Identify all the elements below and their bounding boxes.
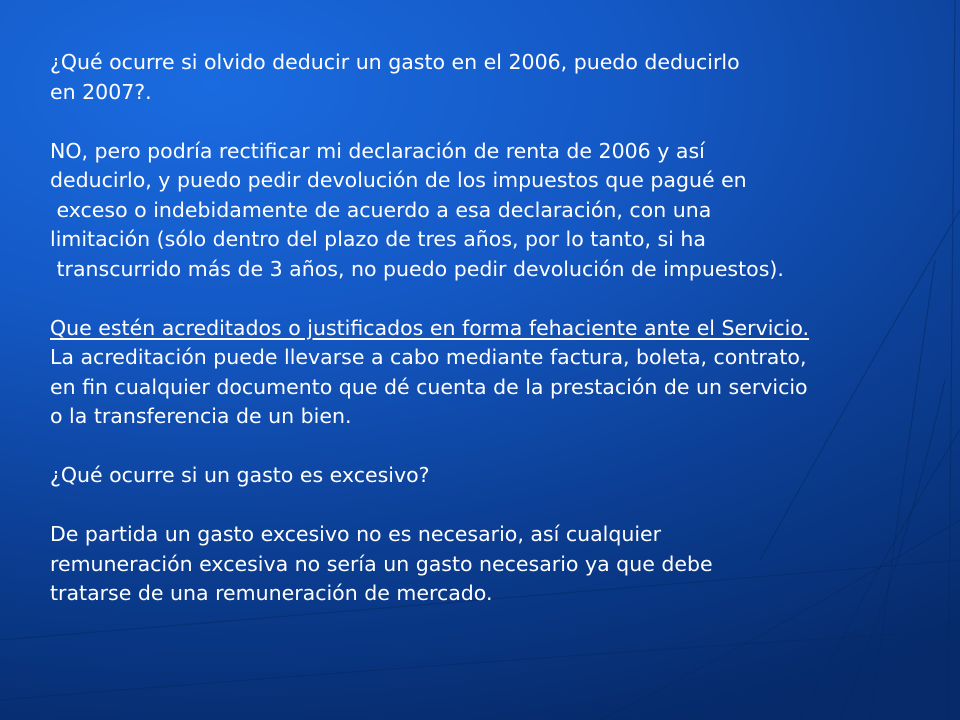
text-line: exceso o indebidamente de acuerdo a esa declaración, con una (50, 197, 712, 222)
answer-2 (50, 520, 950, 609)
text-line: limitación (sólo dentro del plazo de tres años, por lo tanto, si ha (50, 227, 706, 251)
question-2 (50, 461, 950, 491)
slide-text (50, 48, 950, 609)
text-line: ¿Qué ocurre si olvido deducir un gasto en el 2006, puedo deducirlo (50, 50, 740, 74)
text-line: De partida un gasto excesivo no es necesario, así cualquier (50, 522, 662, 546)
text-line: La acreditación puede llevarse a cabo mediante factura, boleta, contrato, (50, 345, 807, 369)
underlined-heading: Que estén acreditados o justificados en forma fehaciente ante el Servicio. (50, 315, 810, 340)
text-line: tratarse de una remuneración de mercado. (50, 581, 493, 605)
text-line: remuneración excesiva no sería un gasto necesario ya que debe (50, 551, 713, 576)
text-line: NO, pero podría rectificar mi declaración de renta de 2006 y así (50, 138, 705, 163)
text-line: deducirlo, y puedo pedir devolución de los impuestos que pagué en (50, 168, 747, 192)
text-line: en fin cualquier documento que dé cuenta de la prestación de un servicio (50, 374, 808, 399)
text-line: o la transferencia de un bien. (50, 404, 352, 428)
text-line: ¿Qué ocurre si un gasto es excesivo? (50, 463, 430, 487)
question-1 (50, 48, 950, 107)
text-line: en 2007?. (50, 79, 152, 104)
text-line: transcurrido más de 3 años, no puedo pedir devolución de impuestos). (50, 256, 784, 281)
answer-1 (50, 137, 950, 285)
accreditation-paragraph (50, 314, 950, 432)
